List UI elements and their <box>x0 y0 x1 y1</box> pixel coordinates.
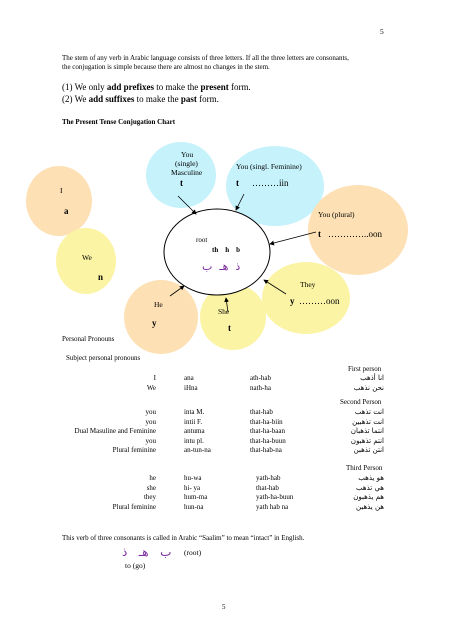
they-label: They <box>300 280 316 289</box>
arrow-you-plural <box>270 232 316 244</box>
verb-arabic: هو يذهب <box>358 474 384 482</box>
pronoun-english: Dual Masuline and Feminine <box>74 427 156 435</box>
pronoun-english: Plural feminine <box>112 446 156 454</box>
chart-title: The Present Tense Conjugation Chart <box>62 118 176 126</box>
pronoun-english: she <box>146 483 156 492</box>
root-label: root <box>196 236 208 244</box>
verb-translit: ath-hab <box>250 374 271 382</box>
pronoun-translit: hun-na <box>184 502 204 511</box>
you-plural-suffix: …………..oon <box>328 229 382 239</box>
you-plural-letter: t <box>318 229 321 239</box>
pronoun-translit: hu-wa <box>184 474 202 482</box>
verb-translit: that-hab <box>250 408 273 416</box>
pronoun-translit: intii F. <box>184 417 203 426</box>
pronoun-translit: intu pl. <box>184 436 204 445</box>
you-fem-suffix: ………iin <box>252 178 289 188</box>
verb-arabic: انا أذهب <box>360 374 384 382</box>
rule1-pre: (1) We only <box>62 82 107 92</box>
pronoun-english: you <box>145 436 156 445</box>
pronoun-english: Plural feminine <box>112 502 156 511</box>
rule1-bold: add prefixes <box>106 82 154 92</box>
arrow-they <box>264 280 286 294</box>
pronoun-english: he <box>149 474 156 482</box>
arrow-you-feminine <box>236 194 244 210</box>
verb-translit: that-ha-baan <box>250 427 285 435</box>
we-label: We <box>82 253 92 262</box>
rule2-mid: to make the <box>134 94 181 104</box>
subject-pronouns-title: Subject personal pronouns <box>66 354 141 362</box>
rule2-bold: add suffixes <box>88 94 135 104</box>
pronoun-translit: iHna <box>184 383 198 392</box>
verb-arabic: هي تذهب <box>356 483 384 492</box>
rule1-bold2: present <box>200 82 229 92</box>
pronoun-english: We <box>146 383 156 392</box>
verb-arabic: انت تذهب <box>354 408 384 416</box>
pronoun-translit: ana <box>184 374 194 382</box>
she-letter: t <box>228 323 231 333</box>
rule2-post: form. <box>196 94 219 104</box>
verb-arabic: هم يذهبون <box>353 493 384 501</box>
verb-translit: nath-ha <box>250 383 271 392</box>
they-suffix: ………oon <box>299 296 340 306</box>
bottom-root: (root) <box>184 548 202 557</box>
i-label: I <box>60 186 63 195</box>
verb-translit: that-ha-biin <box>250 417 283 426</box>
root-translit: th h b <box>212 246 241 254</box>
pronoun-translit: an-tun-na <box>184 446 211 454</box>
second-person-title: Second Person <box>340 398 382 406</box>
you-fem-label: You (singl. Feminine) <box>236 162 302 171</box>
intro-line-1: The stem of any verb in Arabic language consists of three letters. If all the three letters are consonants, <box>62 54 349 62</box>
first-person-title: First person <box>348 365 382 373</box>
page-number-bottom: 5 <box>222 603 226 611</box>
we-letter: n <box>98 272 104 282</box>
verb-arabic: انتن تذهبن <box>353 446 384 454</box>
intro-line-2: the conjugation is simple because there are almost no changes in the stem. <box>62 63 270 71</box>
pronoun-translit: hum-ma <box>184 493 208 501</box>
third-person-title: Third Person <box>346 464 383 472</box>
verb-translit: yath hab na <box>256 502 289 511</box>
pronoun-english: you <box>145 408 156 416</box>
pronoun-english: you <box>145 417 156 426</box>
pronoun-translit: antuma <box>184 427 205 435</box>
verb-arabic: انتم تذهبون <box>350 436 384 445</box>
you-plural-label: You (plural) <box>318 210 355 219</box>
verb-arabic: انتما تذهبان <box>350 427 384 435</box>
they-letter: y <box>290 296 295 306</box>
rule2-bold2: past <box>180 94 197 104</box>
personal-pronouns-label: Personal Pronouns <box>62 335 115 343</box>
verb-translit: that-ha-buun <box>250 436 286 445</box>
pronoun-translit: hi- ya <box>184 483 201 492</box>
you-single-line2: (single) <box>175 159 198 168</box>
root-arabic: ذ هـ ب <box>202 260 241 273</box>
he-letter: y <box>152 318 157 328</box>
you-single-line3: Masculine <box>171 168 203 177</box>
pronoun-translit: inta M. <box>184 408 205 416</box>
verb-arabic: هن يذهبن <box>356 502 384 511</box>
rule2-pre: (2) We <box>62 94 89 104</box>
verb-translit: that-hab-na <box>250 446 282 454</box>
i-letter: a <box>64 206 69 216</box>
he-label: He <box>154 300 163 309</box>
salim-note: This verb of three consonants is called in Arabic “Saalim” to mean “intact” in English. <box>62 534 305 542</box>
arrow-he <box>170 286 184 296</box>
bottom-togo: to (go) <box>125 561 146 570</box>
page-number-top: 5 <box>380 27 384 36</box>
she-label: She <box>218 307 230 316</box>
bottom-arabic: ب هـ ذ <box>122 545 172 559</box>
verb-arabic: نحن نذهب <box>353 383 384 392</box>
you-single-line1: You <box>181 150 194 159</box>
arrow-you-single <box>178 196 196 214</box>
verb-translit: yath-ha-buun <box>256 493 294 501</box>
pronoun-english: they <box>143 493 156 501</box>
you-fem-letter: t <box>236 178 239 188</box>
verb-arabic: انت تذهبين <box>352 417 384 426</box>
verb-translit: that-hab <box>256 483 279 492</box>
you-single-letter: t <box>180 178 183 188</box>
verb-translit: yath-hab <box>256 474 281 482</box>
rule1-mid: to make the <box>153 82 201 92</box>
pronoun-english: I <box>153 374 156 382</box>
rule1-post: form. <box>228 82 251 92</box>
